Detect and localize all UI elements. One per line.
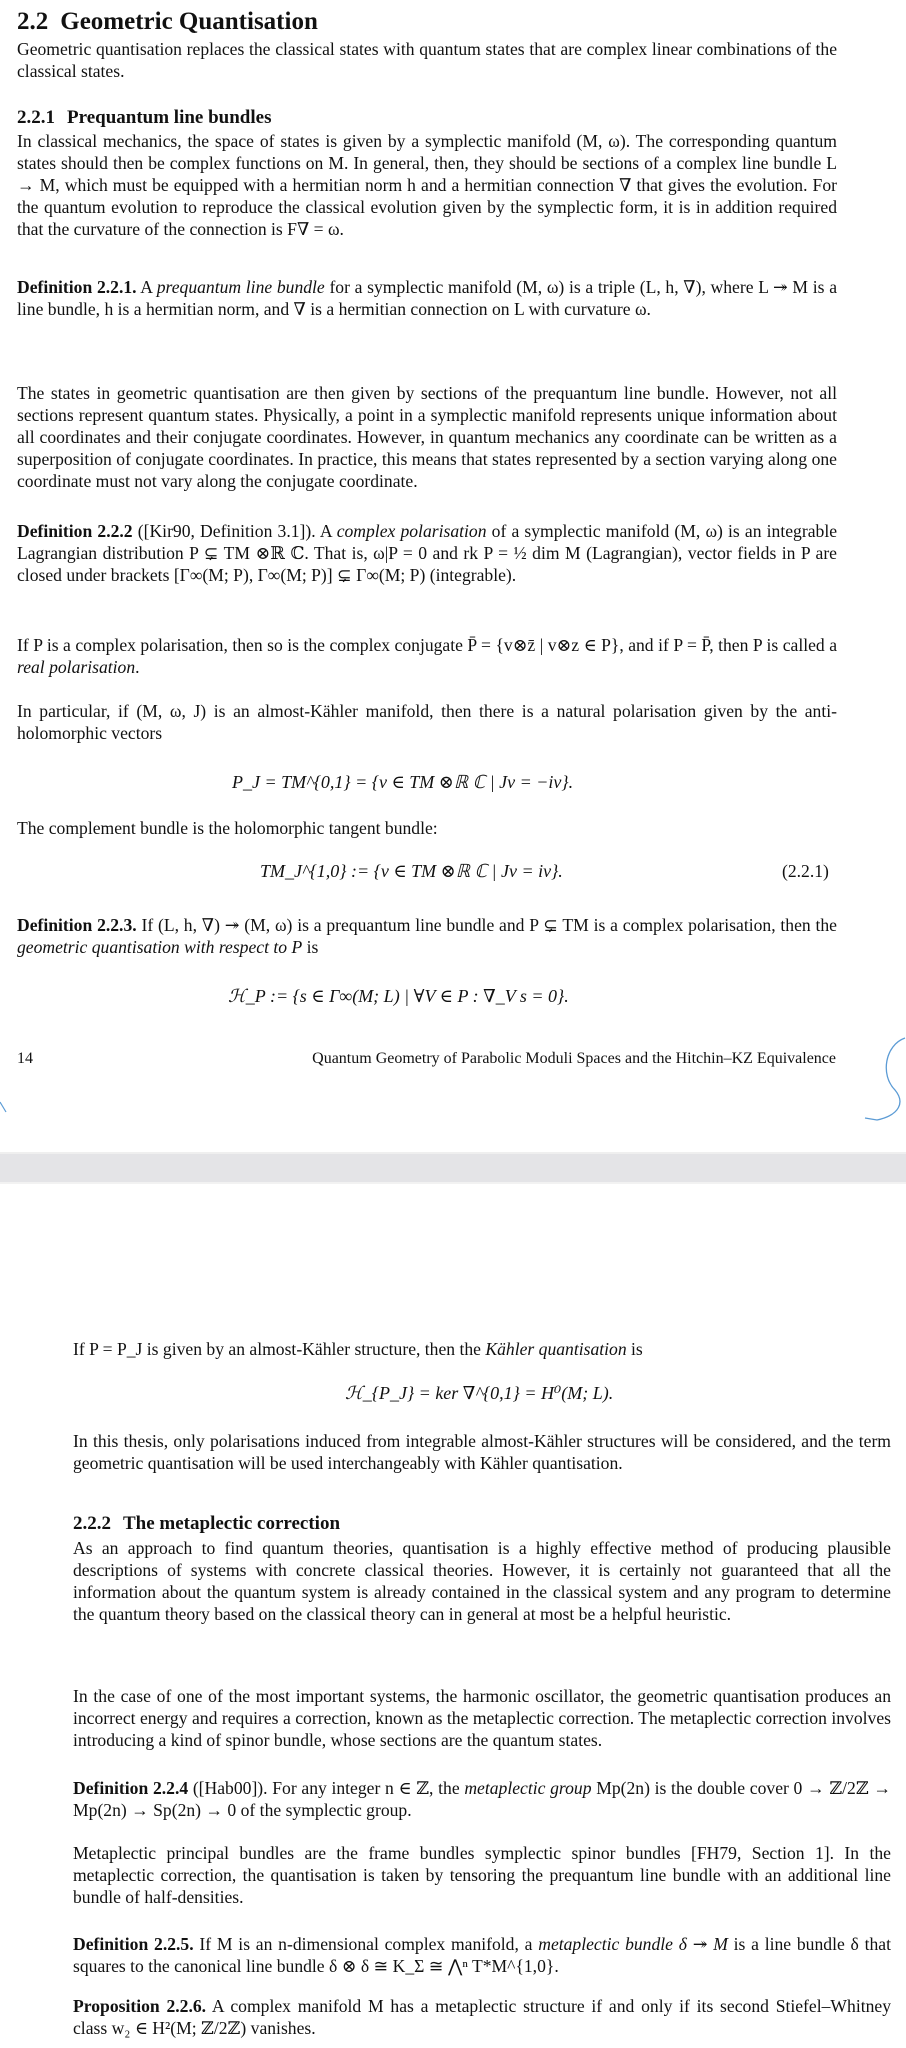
proposition-text: A complex manifold M has a metaplectic structure if and only if its second Stiefel–Whitney class w₂ ∈ H²(M; ℤ/2ℤ) vanishes. <box>73 1996 891 2038</box>
definition-text: for a symplectic manifold (M, ω) is a triple (L, h, ∇), where L ↠ M is a line bundle, h is a hermitian norm, and ∇ is a hermitian connection on L with curvature ω. <box>17 277 837 319</box>
running-title: Quantum Geometry of Parabolic Moduli Spaces and the Hitchin–KZ Equivalence <box>312 1050 836 1067</box>
definition-2-2-1 <box>17 276 837 320</box>
citation: ([Kir90, Definition 3.1]). <box>132 521 320 541</box>
definition-text: A <box>319 521 337 541</box>
definition-text: is <box>302 937 319 957</box>
definition-label: Definition 2.2.4 <box>73 1778 189 1798</box>
definition-label: Definition 2.2.2 <box>17 521 133 541</box>
page-separator <box>0 1152 906 1184</box>
subsection-heading <box>17 107 837 129</box>
defined-term: prequantum line bundle <box>156 277 325 297</box>
defined-term: metaplectic group <box>464 1778 592 1798</box>
pen-annotation-icon <box>0 1100 10 1120</box>
citation: ([Hab00]). <box>188 1778 273 1798</box>
definition-label: Definition 2.2.1. <box>17 277 137 297</box>
complement-paragraph: The complement bundle is the holomorphic tangent bundle: <box>17 818 438 838</box>
equation-hp: ℋ_P := {s ∈ Γ∞(M; L) | ∀V ∈ P : ∇_V s = 0}. <box>228 986 569 1006</box>
intro-paragraph: Geometric quantisation replaces the classical states with quantum states that are complex linear combinations of the classical states. <box>17 39 837 81</box>
defined-term: complex polarisation <box>336 521 487 541</box>
equation-hpj: ℋ_{P_J} = ker ∇^{0,1} = H⁰(M; L). <box>345 1383 614 1403</box>
page-number: 14 <box>17 1050 33 1067</box>
defined-term: metaplectic bundle δ ↠ M <box>538 1934 728 1954</box>
definition-text: of a symplectic manifold (M, ω) is an integrable Lagrangian distribution P ⊊ TM ⊗ℝ ℂ. That is, ω|P = 0 and rk P = ½ dim M (Lagrangian), vector fields in P are closed under brackets [Γ∞(M; P), Γ∞(M; P)] ⊊ Γ∞(M; P) (integrable). <box>17 521 838 585</box>
paragraph-text: If P is a complex polarisation, then so is the complex conjugate P̄ = {v⊗z̄ | v⊗z ∈ P}, and if P = P̄, then P is called a <box>17 635 837 655</box>
section-number: 2.2 <box>17 8 49 35</box>
definition-label: Definition 2.2.3. <box>17 915 137 935</box>
section-title: Geometric Quantisation <box>60 8 318 35</box>
kahler-paragraph: In particular, if (M, ω, J) is an almost-Kähler manifold, then there is a natural polarisation given by the anti-holomorphic vectors <box>17 701 837 743</box>
paragraph-text: If P = P_J is given by an almost-Kähler structure, then the <box>73 1339 486 1359</box>
definition-2-2-2 <box>17 520 837 586</box>
equation-number: (2.2.1) <box>782 861 829 881</box>
states-paragraph: The states in geometric quantisation are then given by sections of the prequantum line bundle. However, not all sections represent quantum states. Physically, a point in a symplectic manifold represents unique information about all coordinates and their conjugate coordinates. However, in quantum mechanics any coordinate can be written as a superposition of conjugate coordinates. In practice, this means that states represented by a section varying along one coordinate must not vary along the conjugate coordinate. <box>17 383 837 491</box>
oscillator-paragraph: In the case of one of the most important systems, the harmonic oscillator, the geometric quantisation produces an incorrect energy and requires a correction, known as the metaplectic correction. The metaplectic correction involves introducing a kind of spinor bundle, whose sections are the quantum states. <box>73 1686 891 1750</box>
subsection-title: The metaplectic correction <box>123 1513 341 1534</box>
definition-text: A <box>140 277 157 297</box>
principal-bundles-paragraph: Metaplectic principal bundles are the frame bundles symplectic spinor bundles [FH79, Section 1]. In the metaplectic correction, the quantisation is taken by tensoring the prequantum line bundle with an additional line bundle of half-densities. <box>73 1843 891 1907</box>
definition-2-2-3 <box>17 914 837 958</box>
subsection-heading <box>73 1513 891 1535</box>
paragraph-text: is <box>626 1339 643 1359</box>
approach-paragraph: As an approach to find quantum theories, quantisation is a highly effective method of producing plausible descriptions of systems with concrete classical theories. However, it is certainly not guaranteed that all the information about the quantum system is already contained in the classical system and any program to determine the quantum theory based on the classical theory can in general at most be a helpful heuristic. <box>73 1538 891 1624</box>
thesis-paragraph: In this thesis, only polarisations induced from integrable almost-Kähler structures will be considered, and the term geometric quantisation will be used interchangeably with Kähler quantisation. <box>73 1431 891 1473</box>
section-heading <box>17 8 837 36</box>
kahler-quantisation-paragraph <box>73 1338 891 1360</box>
proposition-label: Proposition 2.2.6. <box>73 1996 207 2016</box>
definition-2-2-4 <box>73 1777 891 1821</box>
subsection-number: 2.2.2 <box>73 1513 111 1534</box>
definition-text: For any integer n ∈ ℤ, the <box>272 1778 465 1798</box>
definition-text: is a line bundle δ that squares to the canonical line bundle δ ⊗ δ ≅ K_Σ ≅ ⋀ⁿ T*M^{1,0}. <box>73 1934 891 1976</box>
conjugate-paragraph <box>17 634 837 678</box>
definition-text: Mp(2n) is the double cover 0 → ℤ/2ℤ → Mp(2n) → Sp(2n) → 0 of the symplectic group. <box>73 1778 891 1820</box>
definition-text: If (L, h, ∇) ↠ (M, ω) is a prequantum line bundle and P ⊊ TM is a complex polarisation, then the <box>136 915 837 935</box>
defined-term: Kähler quantisation <box>485 1339 627 1359</box>
proposition-2-2-6 <box>73 1995 891 2039</box>
defined-term: real polarisation <box>17 657 136 677</box>
defined-term: geometric quantisation with respect to P <box>17 937 303 957</box>
definition-2-2-5 <box>73 1933 891 1977</box>
equation-tm10: TM_J^{1,0} := {v ∈ TM ⊗ℝ ℂ | Jv = iv}. <box>260 861 563 881</box>
definition-text: If M is an n-dimensional complex manifold, a <box>193 1934 539 1954</box>
definition-label: Definition 2.2.5. <box>73 1934 194 1954</box>
pen-annotation-icon <box>855 1030 906 1130</box>
prequantum-paragraph: In classical mechanics, the space of states is given by a symplectic manifold (M, ω). The corresponding quantum states should then be complex functions on M. In general, then, they should be sections of a complex line bundle L → M, which must be equipped with a hermitian norm h and a hermitian connection ∇ that gives the evolution. For the quantum evolution to reproduce the classical evolution given by the symplectic form, it is in addition required that the curvature of the connection is F∇ = ω. <box>17 131 837 239</box>
subsection-title: Prequantum line bundles <box>67 107 272 128</box>
paragraph-text: . <box>135 657 140 677</box>
subsection-number: 2.2.1 <box>17 107 55 128</box>
equation-pj: P_J = TM^{0,1} = {v ∈ TM ⊗ℝ ℂ | Jv = −iv}. <box>232 772 574 792</box>
